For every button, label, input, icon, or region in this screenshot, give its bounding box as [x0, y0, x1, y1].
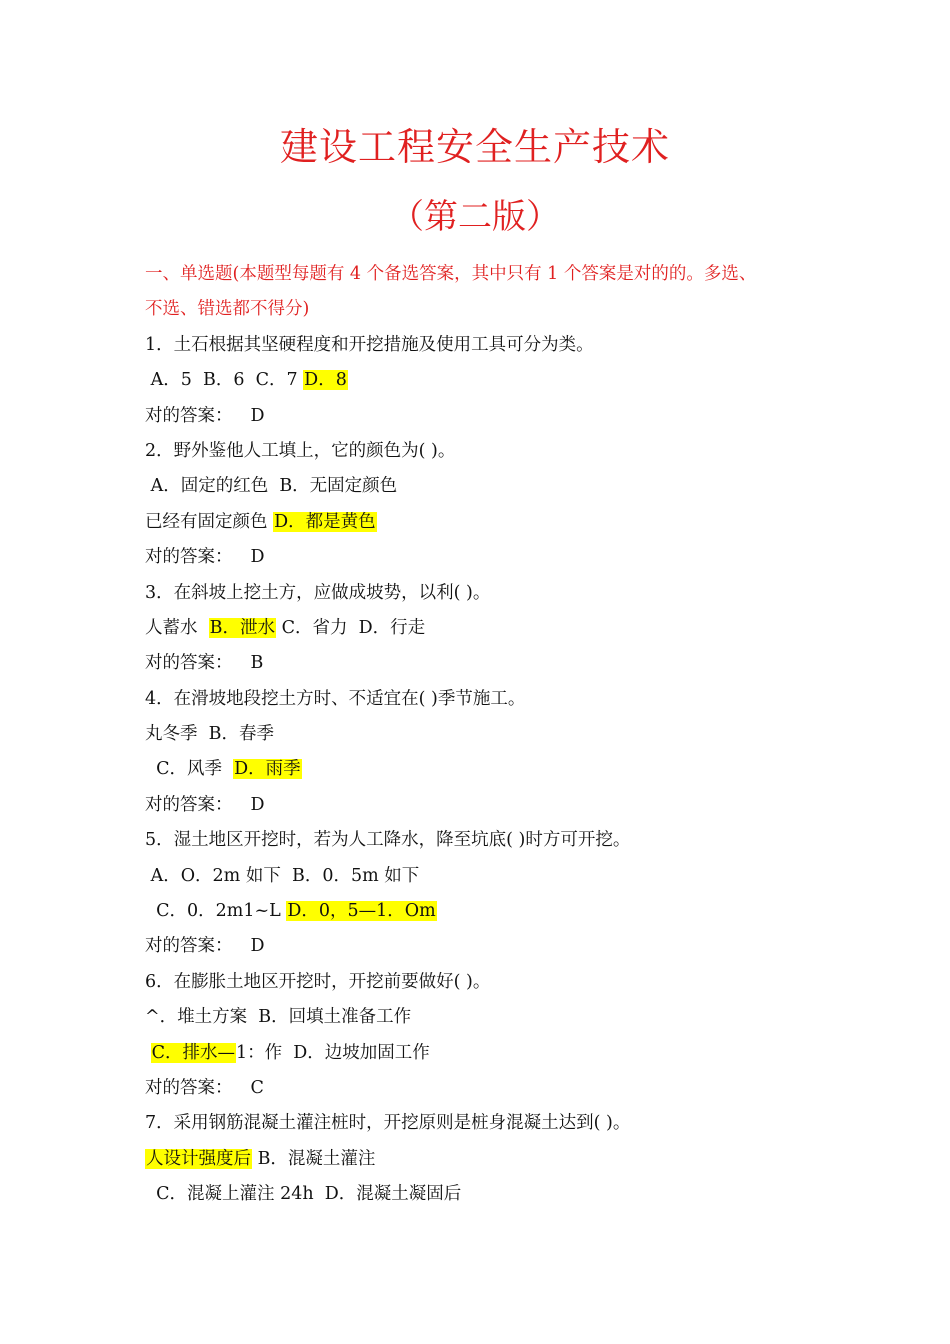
correct-answer-line	[145, 1071, 825, 1106]
correct-answer-line	[145, 788, 825, 823]
option-text: C．风季	[145, 759, 234, 780]
highlighted-answer-option: D．雨季	[234, 759, 301, 780]
highlighted-answer-option: C．排水—	[151, 1042, 235, 1063]
highlighted-answer-option: B．泄水	[209, 617, 276, 638]
answer-value: D	[250, 794, 265, 815]
answer-label: 对的答案：	[145, 653, 233, 674]
option-text: C．0．2m1~L	[145, 901, 287, 922]
answer-value: C	[250, 1077, 264, 1098]
highlighted-answer-option: 人设计强度后	[146, 1148, 251, 1169]
question-stem: 2．野外鉴他人工填上，它的颜色为( )。	[145, 440, 456, 461]
answer-value: B	[250, 653, 264, 674]
option-text: B．混凝土灌注	[252, 1148, 376, 1169]
question-list	[145, 257, 825, 1213]
answer-label: 对的答案：	[145, 405, 233, 426]
option-text: 人蓄水	[145, 617, 209, 638]
question-stem: 4．在滑坡地段挖土方时、不适宜在( )季节施工。	[145, 688, 526, 709]
correct-answer-line	[145, 929, 825, 964]
option-text: A．固定的红色 B．无固定颜色	[145, 476, 398, 497]
answer-label: 对的答案：	[145, 1077, 233, 1098]
section-heading-line-1: 一、单选题(本题型每题有 4 个备选答案，其中只有 1 个答案是对的的。多选、	[145, 264, 757, 284]
highlighted-answer-option: D．8	[304, 370, 347, 391]
options-line	[145, 1177, 825, 1212]
answer-label: 对的答案：	[145, 794, 233, 815]
question-stem: 3．在斜坡上挖土方，应做成坡势，以利( )。	[145, 582, 491, 603]
option-text: 1：作 D．边坡加固工作	[235, 1042, 430, 1063]
answer-value: D	[250, 936, 265, 957]
highlighted-answer-option: D．0，5—1．Om	[287, 901, 436, 922]
correct-answer-line	[145, 646, 825, 681]
answer-label: 对的答案：	[145, 936, 233, 957]
question-stem: 1．土石根据其坚硬程度和开挖措施及使用工具可分为类。	[145, 334, 594, 355]
option-text: C．省力 D．行走	[276, 617, 426, 638]
options-line	[145, 469, 825, 504]
options-line	[145, 363, 825, 398]
option-text: ^．堆土方案 B．回填土准备工作	[145, 1007, 412, 1028]
correct-answer-line	[145, 399, 825, 434]
options-line	[145, 752, 825, 787]
question-stem: 6．在膨胀土地区开挖时，开挖前要做好( )。	[145, 971, 491, 992]
question-stem: 5．湿土地区开挖时，若为人工降水，降至坑底( )时方可开挖。	[145, 830, 631, 851]
options-line	[145, 717, 825, 752]
highlighted-answer-option: D．都是黄色	[274, 511, 376, 532]
option-text: 已经有固定颜色	[145, 511, 274, 532]
options-line	[145, 859, 825, 894]
answer-value: D	[250, 405, 265, 426]
section-heading-line-2: 不选、错选都不得分)	[145, 299, 310, 320]
option-text: 丸冬季 B．春季	[145, 724, 274, 745]
option-text: C．混凝上灌注 24h D．混凝土凝固后	[145, 1184, 462, 1205]
option-text	[145, 1043, 151, 1063]
page-title: 建设工程安全生产技术	[279, 125, 670, 169]
correct-answer-line	[145, 540, 825, 575]
answer-label: 对的答案：	[145, 547, 233, 568]
answer-value: D	[250, 547, 265, 568]
options-line	[145, 505, 825, 540]
option-text: A．O．2m 如下 B．0．5m 如下	[145, 865, 420, 886]
question-stem: 7．采用钢筋混凝土灌注桩时，开挖原则是桩身混凝土达到( )。	[145, 1113, 631, 1134]
option-text: A．5 B．6 C．7	[145, 370, 304, 391]
options-line	[145, 1142, 825, 1177]
options-line	[145, 1000, 825, 1035]
options-line	[145, 1036, 825, 1071]
options-line	[145, 894, 825, 929]
options-line	[145, 611, 825, 646]
page-subtitle: （第二版）	[390, 197, 560, 237]
